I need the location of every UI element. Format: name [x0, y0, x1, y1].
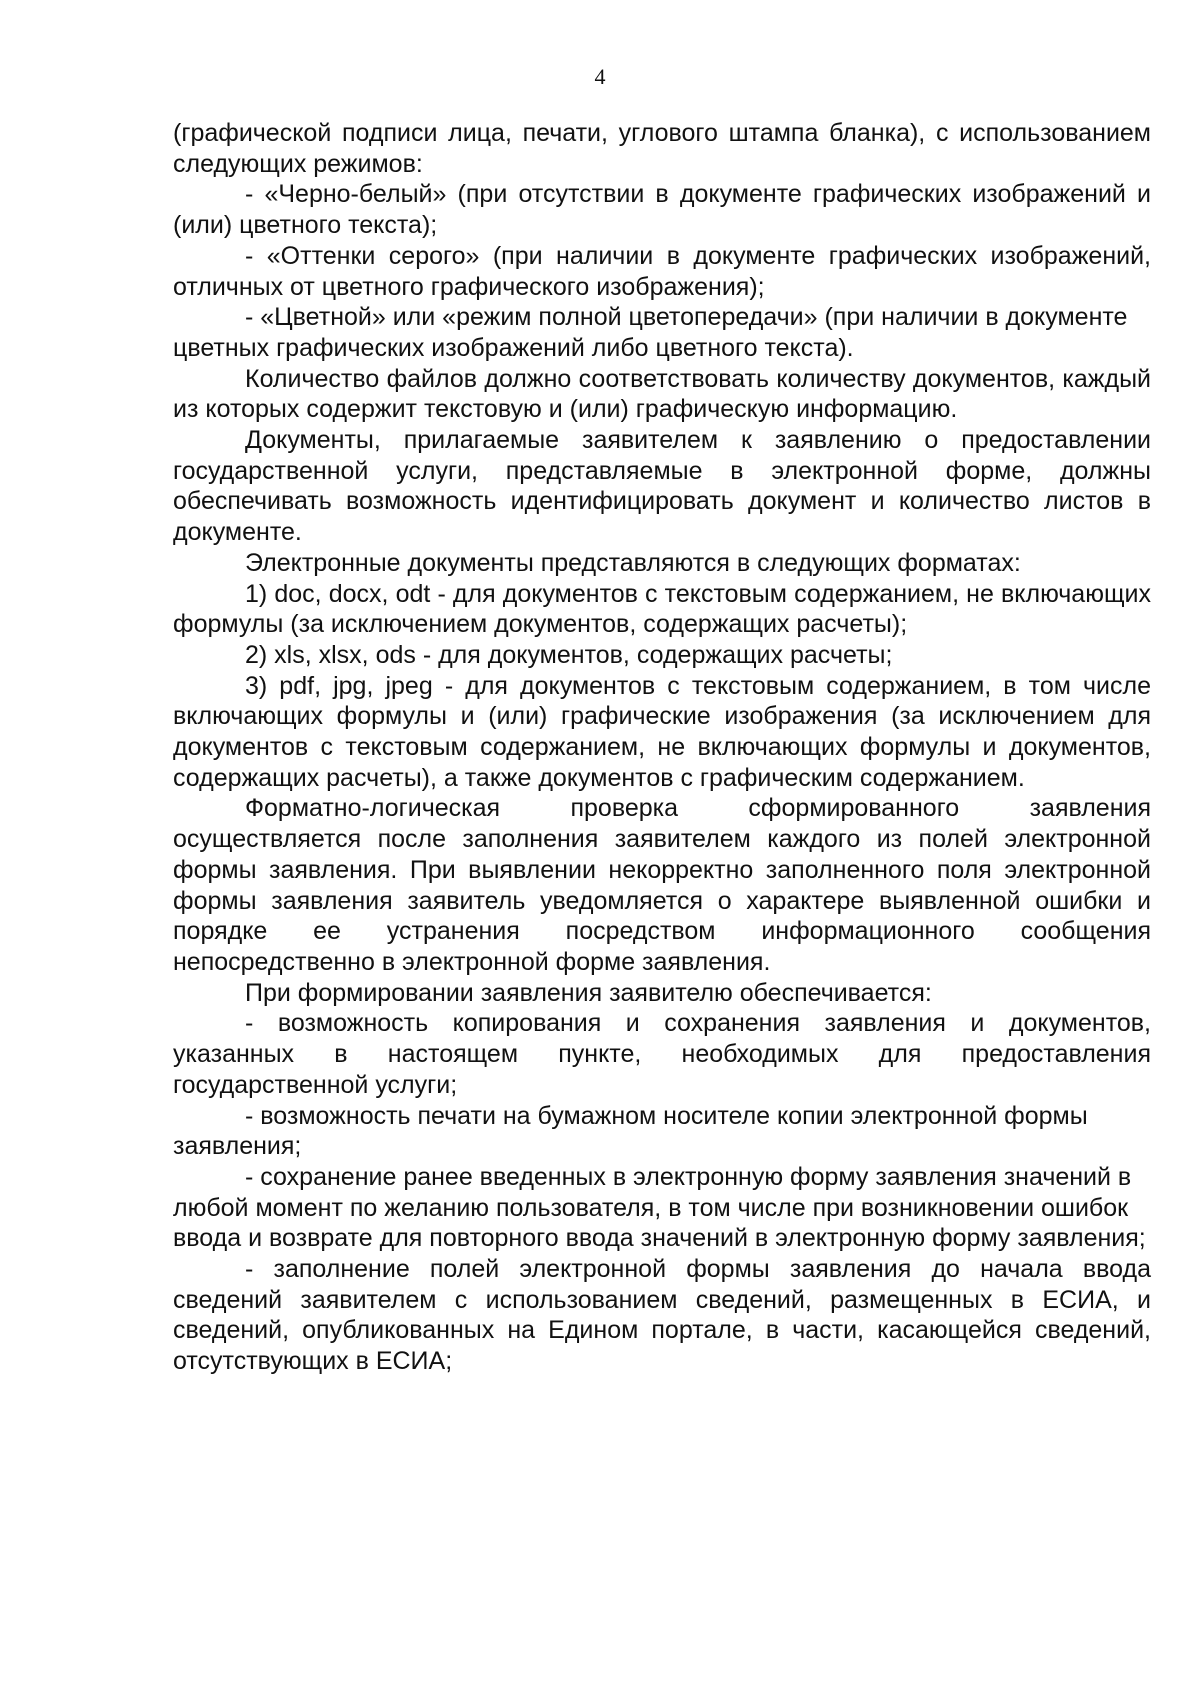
paragraph-2: - «Оттенки серого» (при наличии в документе графических изображений, отличных от цветного графического изображения);: [173, 241, 1151, 301]
paragraph-13: - возможность печати на бумажном носителе копии электронной формы заявления;: [173, 1101, 1088, 1161]
paragraph-3: - «Цветной» или «режим полной цветопередачи» (при наличии в документе цветных графических изображений либо цветного текста).: [173, 303, 1128, 362]
paragraph-7: 1) doc, docx, odt - для документов с текстовым содержанием, не включающих формулы (за исключением документов, содержащих расчеты);: [173, 579, 1151, 639]
paragraph-15: - заполнение полей электронной формы заявления до начала ввода сведений заявителем с использованием сведений, размещенных в ЕСИА, и сведений, опубликованных на Едином портале, в части, касающейся сведений, отсутствующих в ЕСИА;: [173, 1255, 1151, 1376]
paragraph-5: Документы, прилагаемые заявителем к заявлению о предоставлении государственной услуги, представляемые в электронной форме, должны обеспечивать возможность идентифицировать документ и количество листов в документе.: [173, 426, 1151, 547]
paragraph-12: - возможность копирования и сохранения заявления и документов, указанных в настоящем пункте, необходимых для предоставления государственной услуги;: [173, 1009, 1151, 1099]
paragraph-4: Количество файлов должно соответствовать количеству документов, каждый из которых содержит текстовую и (или) графическую информацию.: [173, 364, 1151, 424]
paragraph-14: - сохранение ранее введенных в электронную форму заявления значений в любой момент по желанию пользователя, в том числе при возникновении ошибок ввода и возврате для повторного ввода значений в электронную форму заявления;: [173, 1162, 1146, 1253]
page-number: 4: [594, 64, 606, 89]
paragraph-9: 3) pdf, jpg, jpeg - для документов с текстовым содержанием, в том числе включающих формулы и (или) графические изображения (за исключением для документов с текстовым содержанием, не включающих формулы и документов, содержащих расчеты), а также документов с графическим содержанием.: [173, 671, 1151, 792]
paragraph-6: Электронные документы представляются в следующих форматах:: [245, 548, 1021, 577]
paragraph-8: 2) xls, xlsx, ods - для документов, содержащих расчеты;: [245, 640, 893, 669]
document-body: [173, 118, 1151, 1377]
paragraph-11: При формировании заявления заявителю обеспечивается:: [245, 978, 932, 1007]
paragraph-10: Форматно-логическая проверка сформированного заявления осуществляется после заполнения заявителем каждого из полей электронной формы заявления. При выявлении некорректно заполненного поля электронной формы заявления заявитель уведомляется о характере выявленной ошибки и порядке ее устранения посредством информационного сообщения непосредственно в электронной форме заявления.: [173, 794, 1151, 976]
paragraph-1: - «Черно-белый» (при отсутствии в документе графических изображений и (или) цветного текста);: [173, 180, 1151, 240]
paragraph-0: (графической подписи лица, печати, углового штампа бланка), с использованием следующих режимов:: [173, 119, 1151, 178]
